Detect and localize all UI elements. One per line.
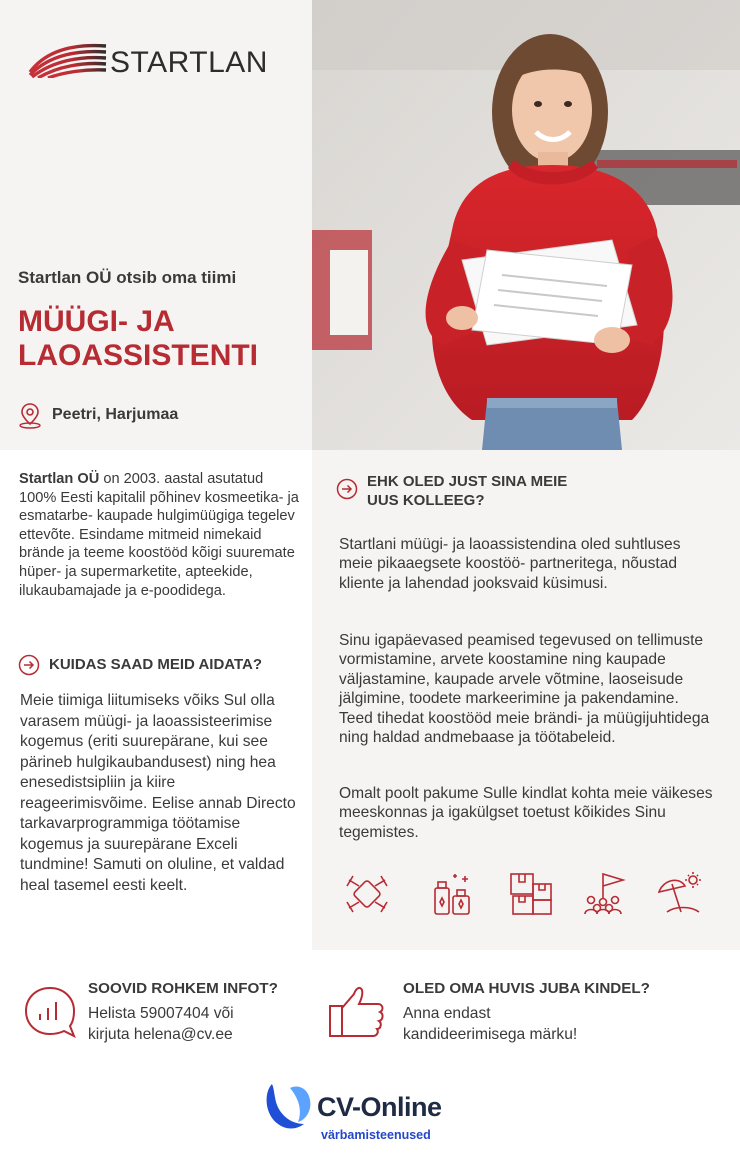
colleague-heading-line2: UUS KOLLEEG?	[367, 492, 485, 509]
colleague-heading-text	[367, 472, 567, 510]
job-title	[18, 305, 308, 373]
benefit-icons-row	[343, 870, 713, 920]
help-heading-text: KUIDAS SAAD MEID AIDATA?	[49, 656, 263, 673]
startlan-logo-mark	[28, 42, 108, 78]
colleague-heading	[336, 472, 716, 510]
company-description	[19, 470, 299, 600]
apply-line2: kandideerimisega märku!	[403, 1026, 578, 1043]
cv-online-logo-sub: värbamisteenused	[321, 1128, 431, 1142]
contact-email-line: kirjuta helena@cv.ee	[88, 1026, 233, 1043]
contact-info-title: SOOVID ROHKEM INFOT?	[88, 980, 278, 997]
help-heading	[18, 655, 308, 676]
apply-title: OLED OMA HUVIS JUBA KINDEL?	[403, 980, 650, 997]
teamwork-hands-icon	[343, 870, 391, 918]
location	[16, 400, 178, 430]
location-label: Peetri, Harjumaa	[52, 406, 179, 423]
intro-text: Startlan OÜ otsib oma tiimi	[18, 268, 237, 287]
thumbs-up-icon	[328, 984, 388, 1040]
apply-text	[403, 1003, 703, 1045]
colleague-paragraph-1: Startlani müügi- ja laoassistendina oled suhtluses meie pikaaegsete koostöö- partneritega, nõustad kliente ja lahendad jooksvaid küsimusi.	[339, 536, 681, 592]
startlan-logo	[28, 42, 278, 82]
cv-online-logo	[264, 1078, 476, 1148]
startlan-logo-text: STARTLAN	[110, 46, 268, 79]
help-text: Meie tiimiga liitumiseks võiks Sul olla varasem müügi- ja laoassisteerimise kogemus (eriti suurepärane, kui see pärineb hulgikaubandusest) ning hea enesedistsipliin ja kiire reageerimisvõime. Eelise annab Directo tarkavarprogrammiga töötamise kogemus ja suurepärane Exceli tundmine! Samuti on oluline, et valdad heal tasemel eesti keelt.	[20, 692, 296, 894]
hero-photo	[312, 0, 740, 450]
warehouse-boxes-icon	[507, 870, 555, 918]
contact-info-text	[88, 1003, 318, 1045]
job-title-line1: MÜÜGI- JA	[18, 305, 175, 338]
company-section	[19, 470, 299, 600]
company-description-text: on 2003. aastal asutatud 100% Eesti kapitalil põhinev kosmeetika- ja esmatarbe- kaupade hulgimüügiga tegelev ettevõte. Esindame mitmeid nimekaid brände ja teeme koostööd kõigi suuremate hüper- ja supermarketite, apteekide, ilukaubamajade ja e-poodidega.	[19, 471, 299, 599]
woman-with-papers-image	[312, 0, 740, 450]
chat-bubble-icon	[22, 984, 78, 1040]
contact-phone-line: Helista 59007404 või	[88, 1005, 234, 1022]
colleague-heading-line1: EHK OLED JUST SINA MEIE	[367, 473, 568, 490]
arrow-circle-icon	[18, 654, 40, 676]
arrow-circle-icon	[336, 478, 358, 500]
colleague-paragraph-2: Sinu igapäevased peamised tegevused on tellimuste vormistamine, arvete koostamine ning kaupade väljastamine, kaupade arvele võtmine, laoseisude jälgimine, toodete markeerimine ja pakendamine. Teed tihedat koostööd meie brändi- ja müügijuhtidega ning haldad andmebaase ja töötabeleid.	[339, 632, 710, 747]
apply-line1: Anna endast	[403, 1005, 491, 1022]
beach-umbrella-icon	[655, 870, 703, 918]
colleague-paragraph-3: Omalt poolt pakume Sulle kindlat kohta meie väikeses meeskonnas ja igakülgset toetust kõikides Sinu tegemistes.	[339, 785, 713, 841]
team-flag-icon	[581, 870, 629, 918]
job-title-line2: LAOASSISTENTI	[18, 339, 259, 372]
cv-online-logo-mark	[264, 1078, 316, 1132]
location-pin-icon	[16, 401, 44, 429]
cosmetics-icon	[429, 870, 477, 918]
cv-online-logo-text: CV-Online	[317, 1092, 442, 1122]
company-name: Startlan OÜ	[19, 471, 100, 487]
